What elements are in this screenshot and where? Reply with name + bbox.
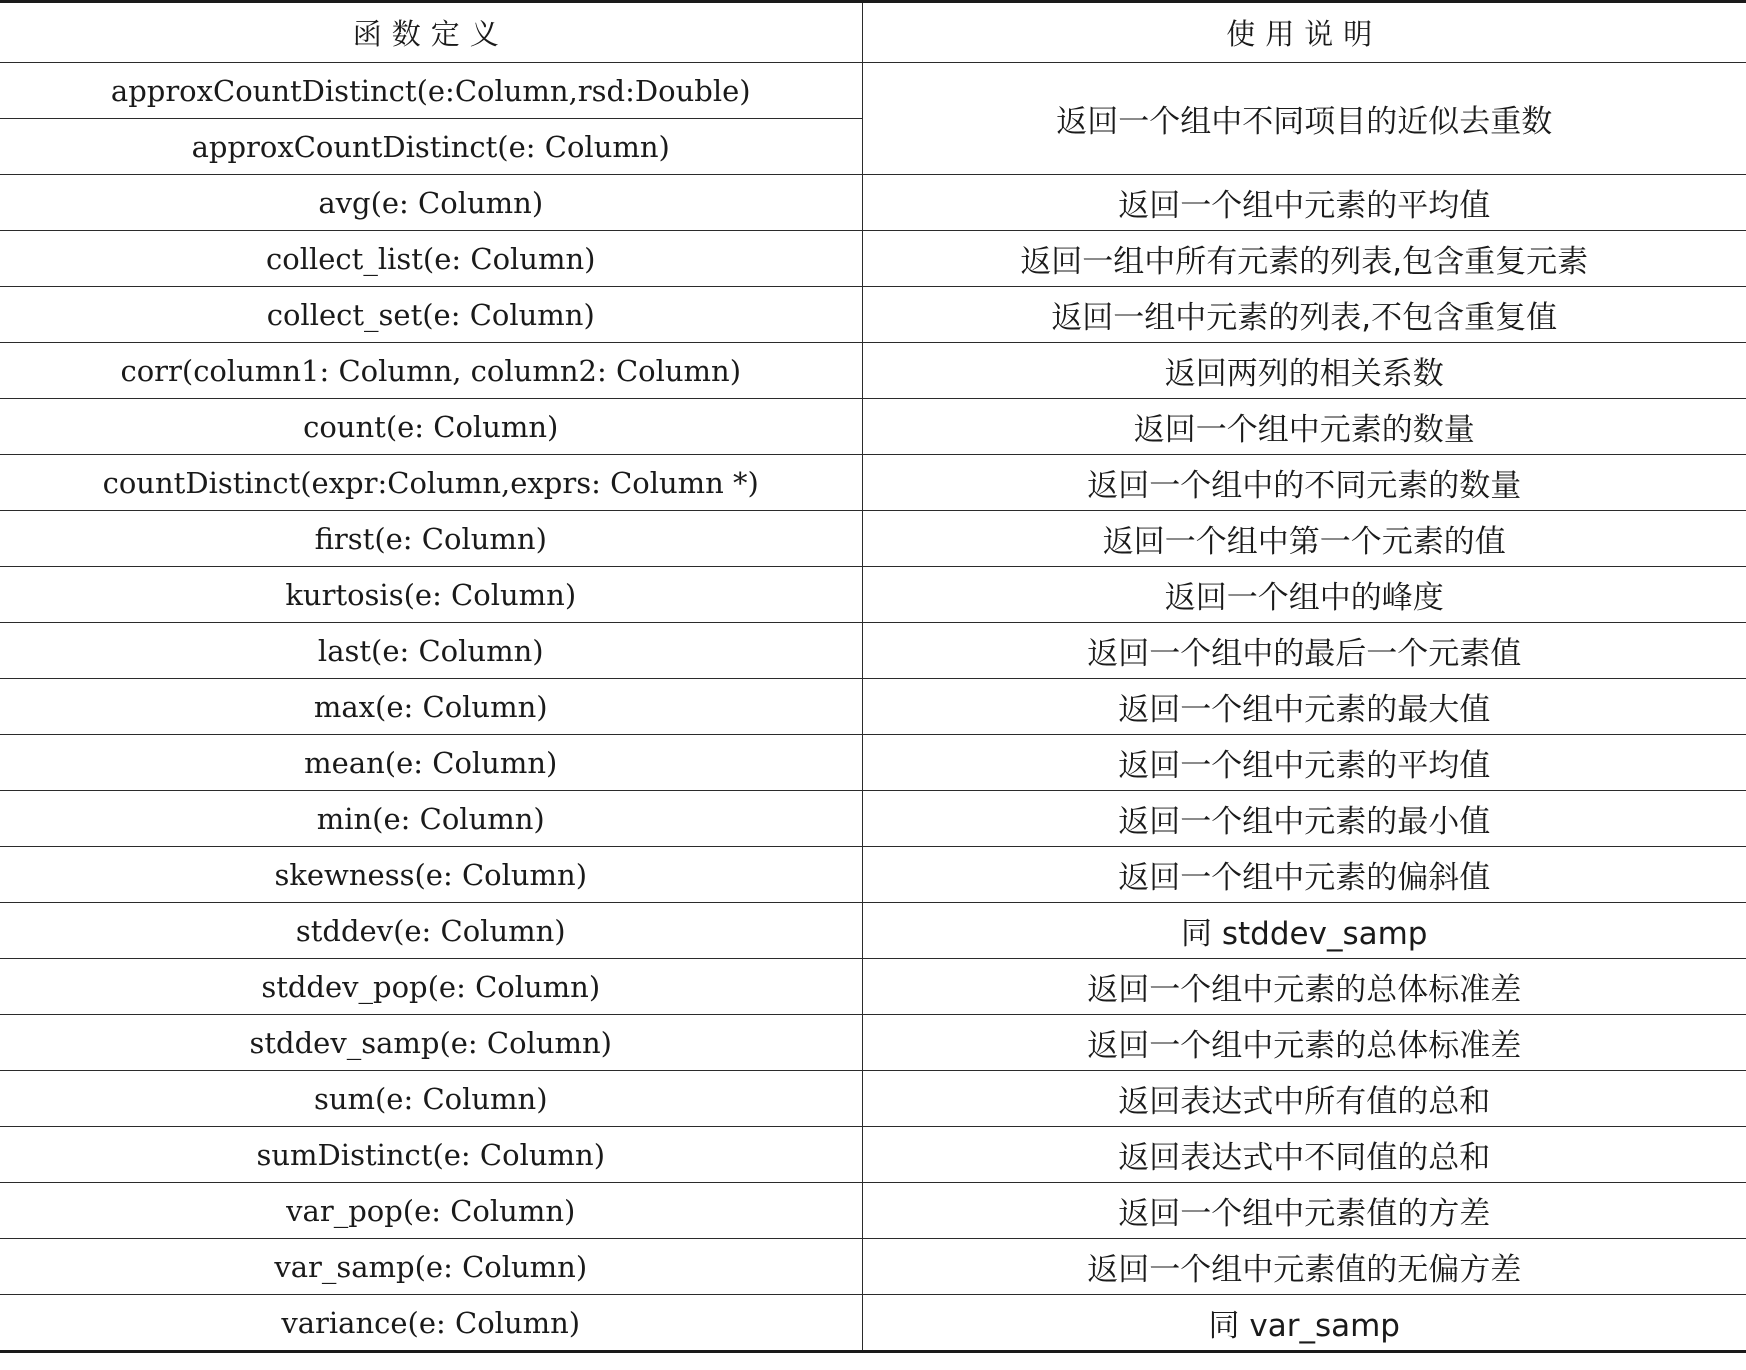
table-row [0,1071,1746,1127]
table-row [0,399,1746,455]
function-description: 返回一个组中不同项目的近似去重数 [862,63,1746,175]
table-row [0,1295,1746,1352]
function-description: 返回一组中所有元素的列表,包含重复元素 [862,231,1746,287]
function-description: 返回一个组中元素的平均值 [862,735,1746,791]
function-definition: sumDistinct(e: Column) [0,1127,862,1183]
function-description: 返回一个组中的不同元素的数量 [862,455,1746,511]
function-description: 返回两列的相关系数 [862,343,1746,399]
table-row [0,63,1746,119]
function-definition: var_samp(e: Column) [0,1239,862,1295]
function-description: 同 var_samp [862,1295,1746,1352]
function-description: 返回一个组中第一个元素的值 [862,511,1746,567]
function-description: 返回一个组中元素的最小值 [862,791,1746,847]
function-definition: corr(column1: Column, column2: Column) [0,343,862,399]
function-definition: approxCountDistinct(e:Column,rsd:Double) [0,63,862,119]
table-row [0,287,1746,343]
function-definition: var_pop(e: Column) [0,1183,862,1239]
header-usage: 使用说明 [862,2,1746,63]
function-definition: countDistinct(expr:Column,exprs: Column *) [0,455,862,511]
table-header-row [0,2,1746,63]
table-row [0,511,1746,567]
table-row [0,847,1746,903]
table-row [0,1127,1746,1183]
function-description: 返回一个组中元素的平均值 [862,175,1746,231]
table-row [0,1183,1746,1239]
table-row [0,623,1746,679]
table-row [0,1239,1746,1295]
function-definition: count(e: Column) [0,399,862,455]
function-description: 返回表达式中不同值的总和 [862,1127,1746,1183]
function-description: 返回一组中元素的列表,不包含重复值 [862,287,1746,343]
header-definition: 函数定义 [0,2,862,63]
table-row [0,791,1746,847]
table-row [0,903,1746,959]
function-definition: stddev(e: Column) [0,903,862,959]
function-definition: max(e: Column) [0,679,862,735]
function-description: 返回一个组中元素值的方差 [862,1183,1746,1239]
function-description: 返回一个组中的峰度 [862,567,1746,623]
function-definition: collect_set(e: Column) [0,287,862,343]
function-description: 返回一个组中元素的偏斜值 [862,847,1746,903]
function-definition: stddev_pop(e: Column) [0,959,862,1015]
table-row [0,231,1746,287]
function-description: 同 stddev_samp [862,903,1746,959]
function-definition: avg(e: Column) [0,175,862,231]
function-definition: skewness(e: Column) [0,847,862,903]
function-definition: last(e: Column) [0,623,862,679]
table-row [0,343,1746,399]
function-description: 返回一个组中元素的总体标准差 [862,1015,1746,1071]
table-row [0,679,1746,735]
function-definition: stddev_samp(e: Column) [0,1015,862,1071]
table-row [0,735,1746,791]
table-row [0,1015,1746,1071]
function-definition: sum(e: Column) [0,1071,862,1127]
function-definition: approxCountDistinct(e: Column) [0,119,862,175]
function-definition: mean(e: Column) [0,735,862,791]
function-description: 返回一个组中元素的数量 [862,399,1746,455]
table-row [0,455,1746,511]
table-row [0,175,1746,231]
function-definition: min(e: Column) [0,791,862,847]
table-row [0,567,1746,623]
function-definition: variance(e: Column) [0,1295,862,1352]
function-definition: collect_list(e: Column) [0,231,862,287]
function-description: 返回一个组中元素的总体标准差 [862,959,1746,1015]
function-definition: first(e: Column) [0,511,862,567]
function-description: 返回一个组中的最后一个元素值 [862,623,1746,679]
function-description: 返回一个组中元素值的无偏方差 [862,1239,1746,1295]
function-description: 返回一个组中元素的最大值 [862,679,1746,735]
function-definition: kurtosis(e: Column) [0,567,862,623]
function-description: 返回表达式中所有值的总和 [862,1071,1746,1127]
table-row [0,959,1746,1015]
